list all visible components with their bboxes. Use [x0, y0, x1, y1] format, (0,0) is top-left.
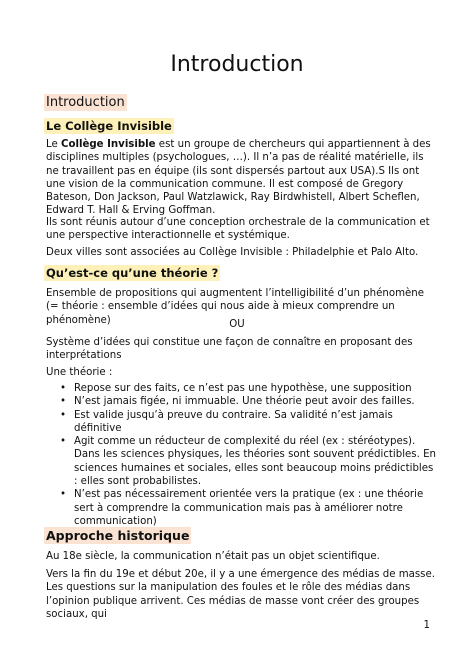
- college-p1-bold: Collège Invisible: [61, 139, 156, 150]
- bullet-icon: •: [60, 489, 67, 501]
- bullet-icon: •: [60, 409, 67, 421]
- list-item-text: Agit comme un réducteur de complexité du réel (ex : stéréotypes). Dans les sciences physiques, les théories sont souvent prédictibles. En sciences humaines et sociales, elles sont beaucoup moins prédictibles : elles sont probabilistes.: [74, 436, 436, 488]
- college-p1-rest: est un groupe de chercheurs qui appartiennent à des disciplines multiples (psychologues, …). Il n’a pas de réalité matérielle, ils ne travaillent pas en équipe (ils sont dispersés partout aux USA).S Ils ont une vision de la communication commune. Il est composé de Gregory Bateson, Don Jackson, Paul Watzlawick, Ray Birdwhistell, Albert Scheflen, Edward T. Hall & Erving Goffman.: [46, 139, 431, 217]
- college-paragraph-1: [46, 138, 438, 218]
- section-heading-introduction: Introduction: [46, 95, 125, 110]
- list-item: [46, 409, 438, 436]
- page-number: 1: [423, 620, 430, 631]
- list-item-text: N’est pas nécessairement orientée vers la pratique (ex : une théorie sert à comprendre la communication mais pas à améliorer notre communication): [74, 489, 424, 527]
- list-item-text: N’est jamais figée, ni immuable. Une théorie peut avoir des failles.: [74, 396, 415, 408]
- college-paragraph-3: Deux villes sont associées au Collège Invisible : Philadelphie et Palo Alto.: [46, 247, 419, 258]
- list-item: [46, 382, 438, 395]
- or-separator: OU: [229, 319, 245, 330]
- list-item-text: Est valide jusqu’à preuve du contraire. Sa validité n’est jamais définitive: [74, 409, 393, 434]
- theorie-bullet-list: [46, 382, 438, 528]
- list-item: [46, 395, 438, 408]
- approche-paragraph-2: Vers la fin du 19e et début 20e, il y a une émergence des médias de masse. Les questions sur la manipulation des foules et le rôle des médias dans l’opinion publique arrivent. Ces médias de masse vont créer des groupes sociaux, qui: [46, 569, 435, 620]
- list-item-text: Repose sur des faits, ce n’est pas une hypothèse, une supposition: [74, 383, 412, 394]
- list-item: [46, 435, 438, 488]
- list-item: [46, 488, 438, 528]
- college-paragraph-2: Ils sont réunis autour d’une conception orchestrale de la communication et une perspective interactionnelle et systémique.: [46, 217, 430, 242]
- college-p1-start: Le: [46, 139, 62, 150]
- heading-approche-historique: Approche historique: [46, 528, 190, 543]
- theorie-paragraph-1: Ensemble de propositions qui augmentent l’intelligibilité d’un phénomène (= théorie : ensemble d’idées qui nous aide à mieux comprendre un phénomène): [46, 288, 425, 326]
- heading-theorie: Qu’est-ce qu’une théorie ?: [46, 266, 219, 280]
- theorie-paragraph-2: Système d’idées qui constitue une façon de connaître en proposant des interprétations: [46, 337, 413, 362]
- approche-paragraph-1: Au 18e siècle, la communication n’était pas un objet scientifique.: [46, 551, 380, 562]
- heading-college-invisible: Le Collège Invisible: [46, 119, 172, 133]
- bullet-icon: •: [60, 396, 67, 408]
- bullet-icon: •: [60, 383, 67, 394]
- theorie-paragraph-3: Une théorie :: [46, 367, 113, 378]
- bullet-icon: •: [60, 436, 67, 448]
- page-title: Introduction: [170, 52, 304, 77]
